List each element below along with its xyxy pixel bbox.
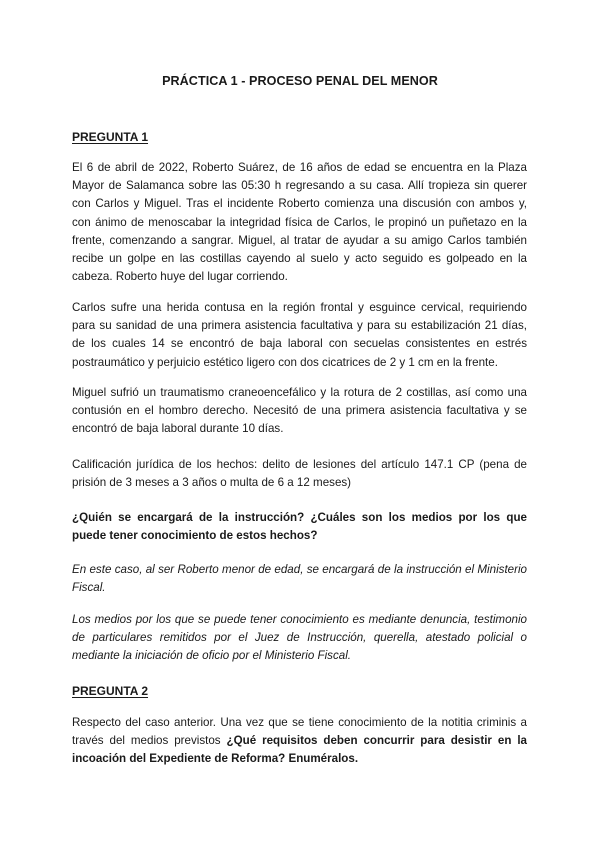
pregunta-2-heading: PREGUNTA 2 xyxy=(72,684,149,698)
pregunta-1-heading: PREGUNTA 1 xyxy=(72,130,149,144)
pregunta-1-paragraph-3: Miguel sufrió un traumatismo craneoencefálico y la rotura de 2 costillas, así como una contusión en el hombro derecho. Necesitó de una primera asistencia facultativa y se encontró de baja laboral durante 10 días. xyxy=(72,386,527,436)
document-title: PRÁCTICA 1 - PROCESO PENAL DEL MENOR xyxy=(162,74,438,88)
pregunta-1-answer-1: En este caso, al ser Roberto menor de edad, se encargará de la instrucción el Ministerio Fiscal. xyxy=(72,563,527,595)
pregunta-1-paragraph-1: El 6 de abril de 2022, Roberto Suárez, de 16 años de edad se encuentra en la Plaza Mayor de Salamanca sobre las 05:30 h regresando a su casa. Allí tropieza sin querer con Carlos y Miguel. Tras el incidente Roberto comienza una discusión con ambos y, con ánimo de menoscabar la integridad física de Carlos, le propinó un puñetazo en la frente, comenzando a sangrar. Miguel, al tratar de ayudar a su amigo Carlos también recibe un golpe en las costillas cayendo al suelo y acto seguido es golpeado en la cabeza. Roberto huye del lugar corriendo. xyxy=(72,161,527,284)
pregunta-1-answer-2: Los medios por los que se puede tener conocimiento es mediante denuncia, testimonio de particulares remitidos por el Juez de Instrucción, querella, atestado policial o mediante la iniciación de oficio por el Ministerio Fiscal. xyxy=(72,613,527,663)
pregunta-1-paragraph-4: Calificación jurídica de los hechos: delito de lesiones del artículo 147.1 CP (pena de prisión de 3 meses a 3 años o multa de 6 a 12 meses) xyxy=(72,458,527,490)
pregunta-2-paragraph xyxy=(72,714,527,769)
pregunta-1-paragraph-2: Carlos sufre una herida contusa en la región frontal y esguince cervical, requiriendo para su sanidad de una primera asistencia facultativa y para su estabilización 21 días, de los cuales 14 se encontró de baja laboral con secuelas consistentes en estrés postraumático y perjuicio estético ligero con dos cicatrices de 2 y 1 cm en la frente. xyxy=(72,301,527,369)
pregunta-2-intro: Respecto del caso anterior. Una vez que se tiene conocimiento de la notitia criminis a través del medios previstos xyxy=(72,716,527,748)
pregunta-1-question: ¿Quién se encargará de la instrucción? ¿Cuáles son los medios por los que puede tener conocimiento de estos hechos? xyxy=(72,511,527,543)
pregunta-2-question: ¿Qué requisitos deben concurrir para desistir en la incoación del Expediente de Reforma? Enuméralos. xyxy=(72,734,527,766)
